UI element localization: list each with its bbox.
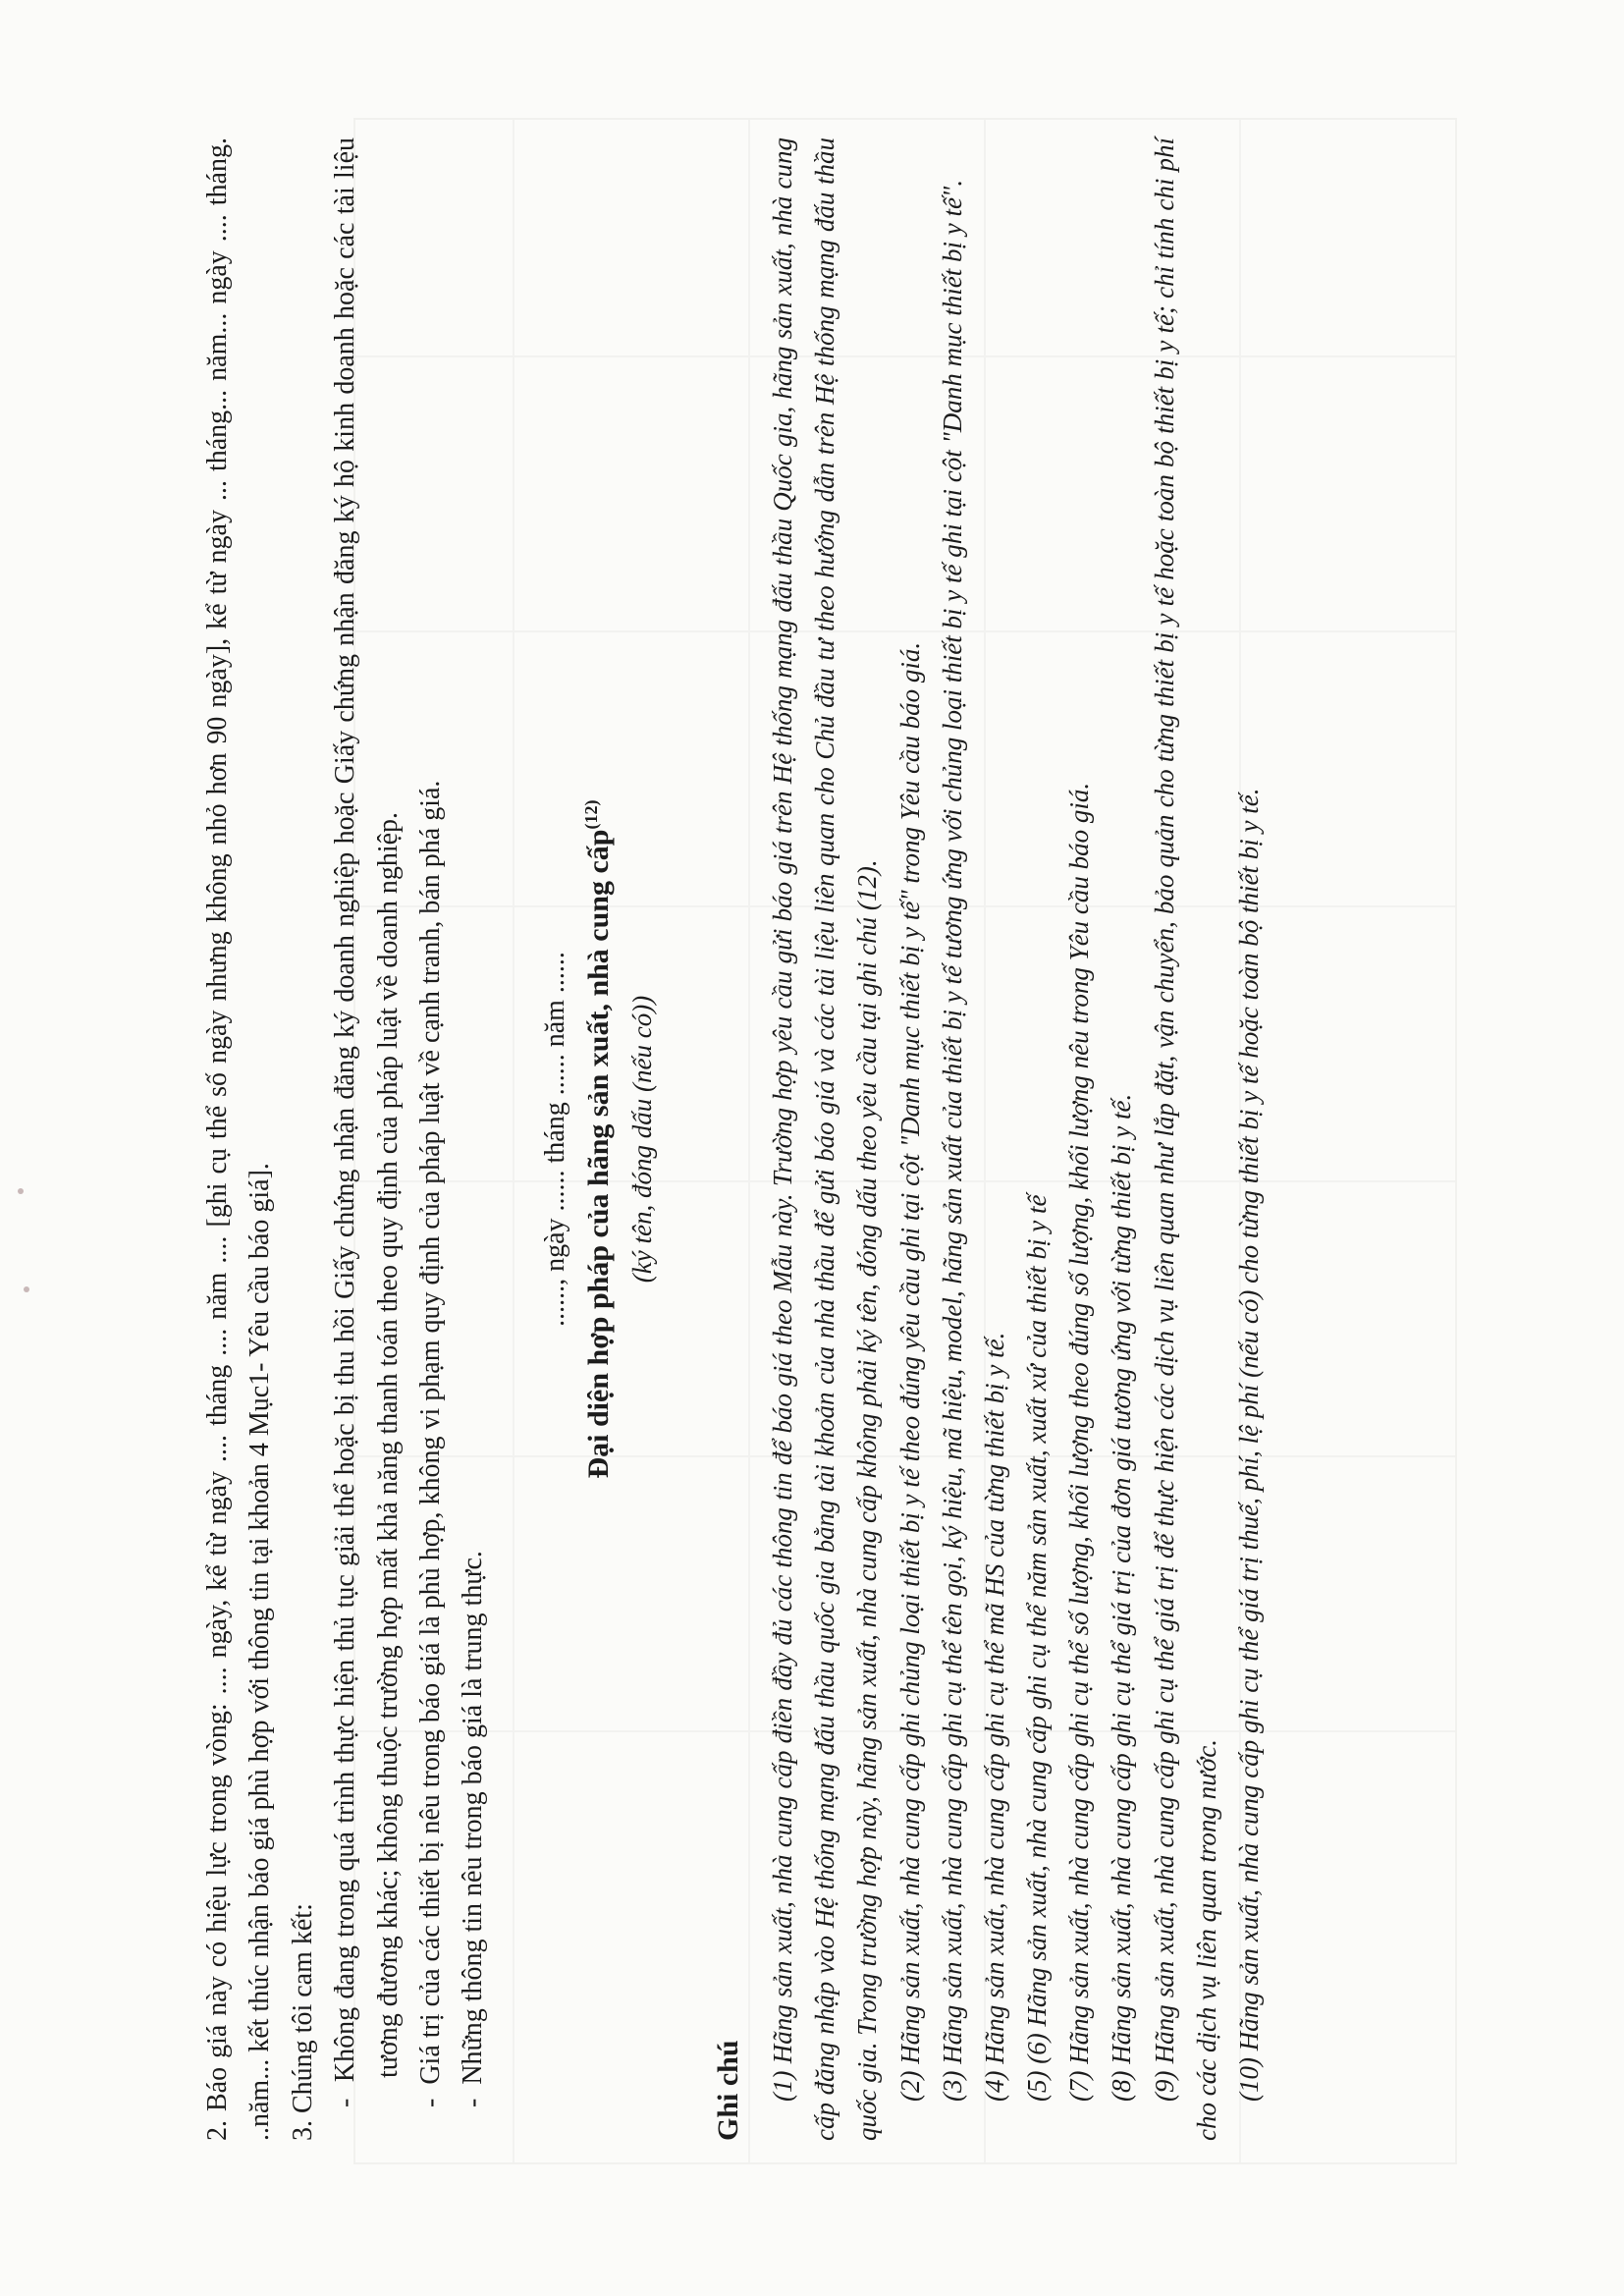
commitment-bullet-1: - Không đang trong quá trình thực hiện thủ tục giải thể hoặc bị thu hồi Giấy chứng nhận đăng ký doanh nghiệp hoặc Giấy chứng nhận đăng ký hộ kinh doanh hoặc các tài liệu tương đương khác; không thuộc trường hợp mất khả năng thanh toán theo quy định của pháp luật về doanh nghiệp. — [330, 137, 404, 2107]
note-item-8: (9) Hãng sản xuất, nhà cung cấp ghi cụ thể giá trị để thực hiện các dịch vụ liên quan như lắp đặt, vận chuyển, bảo quản cho từng thiết bị y tế hoặc toàn bộ thiết bị y tế; chỉ tính chi phí cho các dịch vụ liên quan trong nước. — [1149, 137, 1221, 2141]
note-item-2: (2) Hãng sản xuất, nhà cung cấp ghi chủng loại thiết bị y tế theo đúng yêu cầu ghi tại cột "Danh mục thiết bị y tế" trong Yêu cầu báo giá. — [894, 641, 925, 2102]
signature-representative — [576, 137, 623, 2141]
scan-speck — [24, 1286, 29, 1292]
commitment-bullet-2: - Giá trị của các thiết bị nêu trong báo giá là phù hợp, không vi phạm quy định của pháp luật về cạnh tranh, bán phá giá. — [414, 780, 446, 2107]
signature-rep-text: Đại diện hợp pháp của hãng sản xuất, nhà cung cấp — [582, 829, 616, 1479]
notes-heading: Ghi chú — [712, 2040, 745, 2141]
commitment-title: 3. Chúng tôi cam kết: — [287, 1903, 318, 2141]
signature-block — [534, 137, 664, 2141]
commitment-text-3: Những thông tin nêu trong báo giá là trung thực. — [458, 1551, 489, 2085]
commitment-text-2: Giá trị của các thiết bị nêu trong báo giá là phù hợp, không vi phạm quy định của pháp luật về cạnh tranh, bán phá giá. — [414, 780, 446, 2085]
signature-ref: (12) — [581, 799, 602, 830]
signature-date: ......, ngày ...... tháng ...... năm ...... — [539, 952, 570, 1327]
commitment-text-1: Không đang trong quá trình thực hiện thủ tục giải thể hoặc bị thu hồi Giấy chứng nhận đăng ký doanh nghiệp hoặc Giấy chứng nhận đăng ký hộ kinh doanh hoặc các tài liệu tương đương khác; không thuộc trường hợp mất khả năng thanh toán theo quy định của pháp luật về doanh nghiệp. — [330, 137, 404, 2083]
scan-speck — [18, 1188, 24, 1194]
note-item-5: (5) (6) Hãng sản xuất, nhà cung cấp ghi cụ thể năm sản xuất, xuất xứ của thiết bị y tế — [1022, 1194, 1053, 2102]
note-item-4: (4) Hãng sản xuất, nhà cung cấp ghi cụ thể mã HS của từng thiết bị y tế. — [979, 1332, 1009, 2102]
signature-instruction: (ký tên, đóng dấu (nếu có)) — [626, 995, 657, 1284]
note-item-1: (1) Hãng sản xuất, nhà cung cấp điền đầy đủ các thông tin để báo giá theo Mẫu này. Trường hợp yêu cầu gửi báo giá trên Hệ thống mạng đấu thầu Quốc gia, hãng sản xuất, nhà cung cấp đăng nhập vào Hệ thống mạng đấu thầu quốc gia bằng tài khoản của nhà thầu để gửi báo giá và các tài liệu liên quan cho Chủ đầu tư theo hướng dẫn trên Hệ thống mạng đấu thầu quốc gia. Trong trường hợp này, hãng sản xuất, nhà cung cấp không phải ký tên, đóng dấu theo yêu cầu tại ghi chú (12). — [767, 137, 883, 2141]
note-item-9: (10) Hãng sản xuất, nhà cung cấp ghi cụ thể giá trị thuế, phí, lệ phí (nếu có) cho từng thiết bị y tế hoặc toàn bộ thiết bị y tế. — [1234, 788, 1265, 2102]
rotated-document-page — [196, 137, 1453, 2141]
note-item-3: (3) Hãng sản xuất, nhà cung cấp ghi cụ thể tên gọi, ký hiệu, mã hiệu, model, hãng sản xuất của thiết bị y tế tương ứng với chủng loại thiết bị y tế ghi tại cột "Danh mục thiết bị y tế". — [937, 179, 967, 2102]
note-item-6: (7) Hãng sản xuất, nhà cung cấp ghi cụ thể số lượng, khối lượng theo đúng số lượng, khối lượng nêu trong Yêu cầu báo giá. — [1064, 782, 1095, 2102]
commitment-bullet-3: - Những thông tin nêu trong báo giá là trung thực. — [458, 1551, 489, 2107]
note-item-7: (8) Hãng sản xuất, nhà cung cấp ghi cụ thể giá trị của đơn giá tương ứng với từng thiết bị y tế. — [1107, 1093, 1137, 2102]
validity-paragraph: 2. Báo giá này có hiệu lực trong vòng: .... ngày, kể từ ngày .... tháng .... năm .... [ghi cụ thể số ngày nhưng không nhỏ hơn 90 ngày], kể từ ngày ... tháng... năm... ngày .... tháng. ..năm... kết thúc nhận báo giá phù hợp với thông tin tại khoản 4 Mục1- Yêu cầu báo giá]. — [202, 137, 276, 2141]
